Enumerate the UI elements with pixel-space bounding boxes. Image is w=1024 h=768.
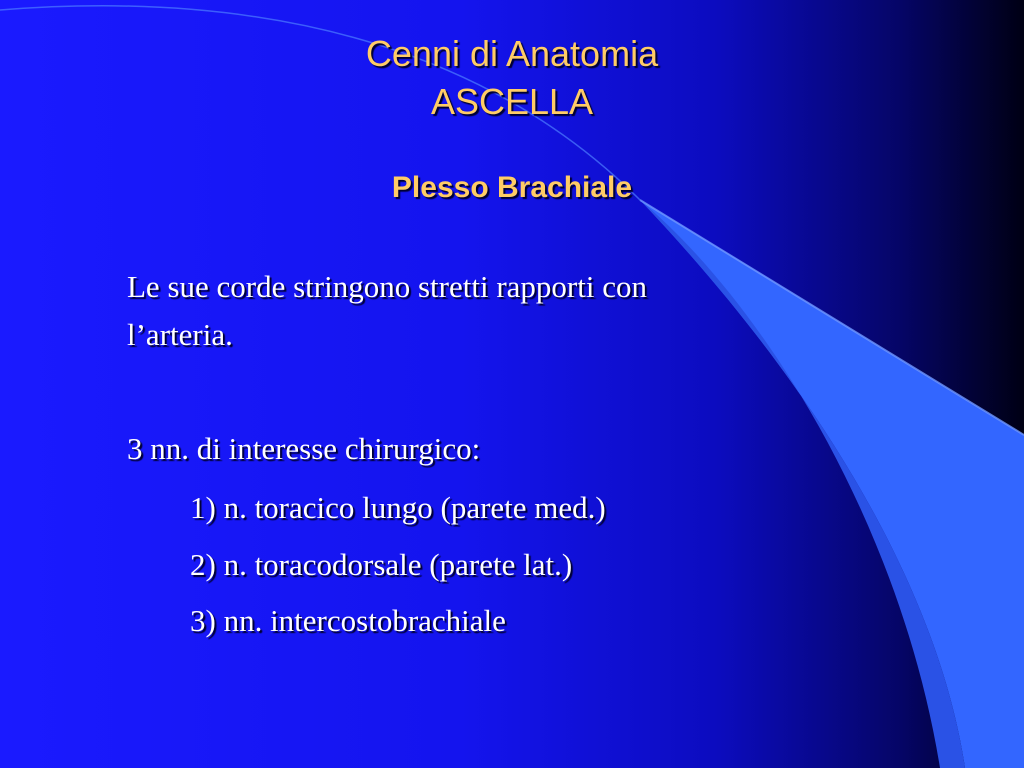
title-line-1: Cenni di Anatomia	[365, 33, 659, 74]
decorative-wedge-bright	[640, 200, 1024, 768]
title-line-2: ASCELLA	[430, 81, 594, 122]
list-item: 3) nn. intercostobrachiale	[190, 603, 506, 638]
slide-title	[0, 30, 1024, 126]
slide-subtitle: Plesso Brachiale	[391, 171, 633, 204]
list-item: 2) n. toracodorsale (parete lat.)	[190, 547, 573, 582]
paragraph-1-line-2: l’arteria.	[127, 317, 233, 352]
paragraph-1-line-1: Le sue corde stringono stretti rapporti con	[127, 269, 647, 304]
paragraph-1	[127, 263, 647, 359]
paragraph-2: 3 nn. di interesse chirurgico:	[127, 431, 481, 466]
list-item: 1) n. toracico lungo (parete med.)	[190, 490, 606, 525]
